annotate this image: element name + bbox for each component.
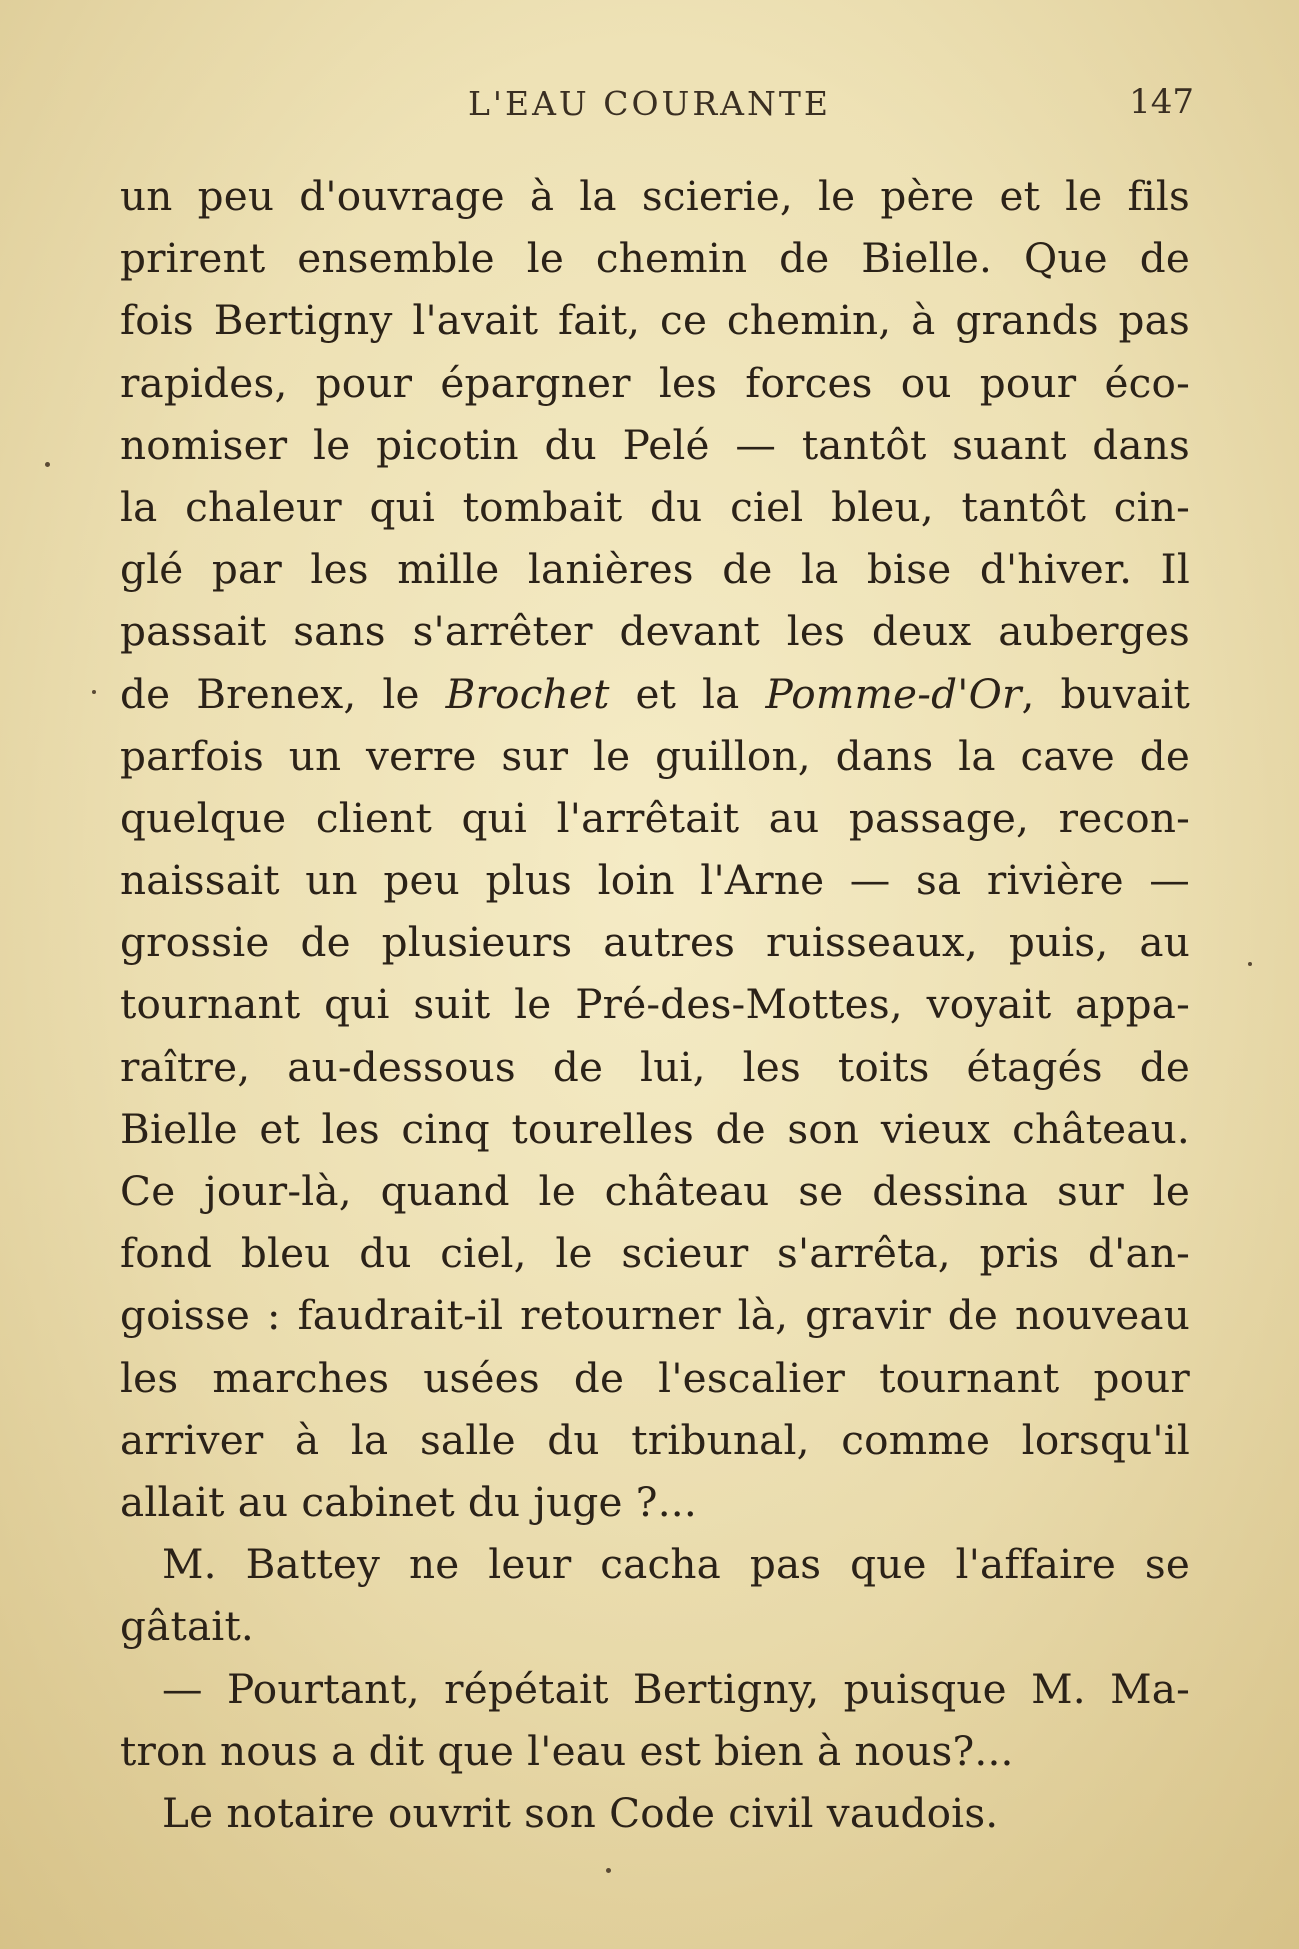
text-line: les marches usées de l'escalier tournant pour (120, 1353, 1190, 1402)
text-line: Ce jour-là, quand le château se dessina sur le (120, 1167, 1190, 1215)
text-line: Le notaire ouvrit son Code civil vaudois. (162, 1788, 999, 1837)
text-line: goisse : faudrait-il retourner là, gravir de nouveau (120, 1291, 1190, 1340)
text-line: tournant qui suit le Pré-des-Mottes, voyait appa- (120, 980, 1190, 1029)
page-number: 147 (1129, 82, 1194, 122)
text-line: fond bleu du ciel, le scieur s'arrêta, pris d'an- (120, 1229, 1190, 1278)
text-line: arriver à la salle du tribunal, comme lorsqu'il (120, 1415, 1190, 1464)
text-segment: de Brenex, le (120, 669, 446, 718)
text-line: naissait un peu plus loin l'Arne — sa rivière — (120, 856, 1190, 905)
text-segment: , buvait (1021, 669, 1190, 718)
text-line: Bielle et les cinq tourelles de son vieux château. (120, 1104, 1190, 1153)
text-line: fois Bertigny l'avait fait, ce chemin, à grands pas (120, 296, 1190, 345)
text-line: rapides, pour épargner les forces ou pour éco- (120, 358, 1190, 407)
inn-name-brochet: Brochet (445, 669, 610, 718)
text-line: un peu d'ouvrage à la scierie, le père et le fils (120, 172, 1190, 220)
text-line: glé par les mille lanières de la bise d'hiver. Il (120, 545, 1190, 594)
text-line: grossie de plusieurs autres ruisseaux, puis, au (120, 918, 1190, 967)
text-line: quelque client qui l'arrêtait au passage, recon- (120, 793, 1190, 842)
paper-speck (45, 462, 50, 467)
text-line: la chaleur qui tombait du ciel bleu, tantôt cin- (120, 482, 1190, 531)
text-line: parfois un verre sur le guillon, dans la cave de (120, 731, 1190, 780)
inn-name-pomme-dor: Pomme-d'Or (765, 669, 1022, 718)
text-line: gâtait. (120, 1602, 254, 1651)
text-line: raître, au-dessous de lui, les toits étagés de (120, 1042, 1190, 1091)
body-text (120, 165, 1190, 1844)
text-line: — Pourtant, répétait Bertigny, puisque M. Ma- (162, 1664, 1190, 1713)
paper-speck (606, 1868, 611, 1873)
text-line: M. Battey ne leur cacha pas que l'affaire se (162, 1540, 1190, 1589)
text-segment: et la (609, 669, 766, 718)
paper-speck (92, 690, 96, 694)
paper-speck (1248, 962, 1252, 966)
running-title: L'EAU COURANTE (468, 84, 831, 123)
text-line: allait au cabinet du juge ?... (120, 1477, 697, 1526)
text-line: prirent ensemble le chemin de Bielle. Que de (120, 234, 1190, 283)
page-header (0, 84, 1299, 134)
text-line-with-italics (120, 663, 1190, 725)
text-line: tron nous a dit que l'eau est bien à nous?... (120, 1726, 1014, 1775)
text-line: nomiser le picotin du Pelé — tantôt suant dans (120, 420, 1190, 469)
text-line: passait sans s'arrêter devant les deux auberges (120, 607, 1190, 656)
